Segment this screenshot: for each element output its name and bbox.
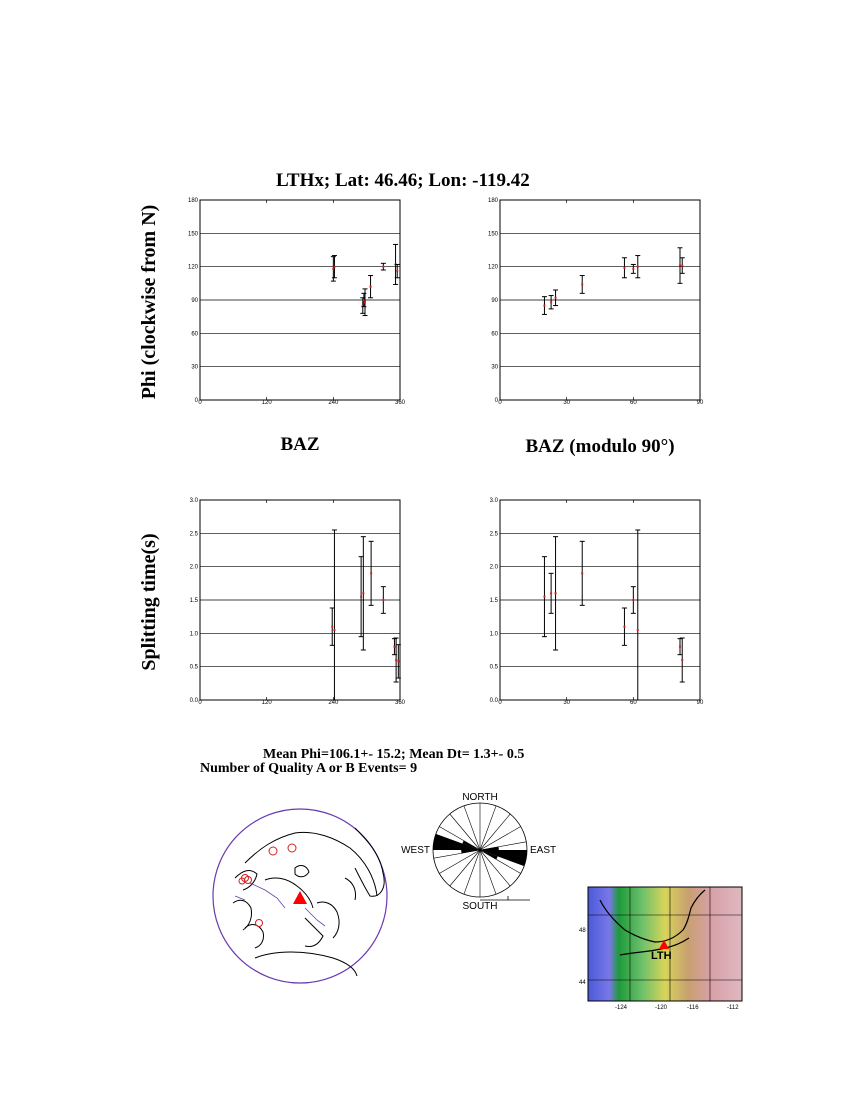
globe-map [205,808,395,988]
y-tick-label: 90 [191,298,198,304]
data-point [553,290,558,306]
y-tick-label: 2.0 [489,564,498,571]
dt-vs-baz-mod90-chart [480,490,720,715]
y-tick-label: 2.5 [489,531,498,538]
data-point [549,296,554,309]
map-xtick: -120 [655,1005,668,1011]
x-tick-label: 60 [629,700,637,707]
y-tick-label: 60 [491,331,498,338]
y-tick-label: 1.0 [489,631,498,638]
data-point [368,276,373,298]
map-ytick: 44 [579,980,586,986]
page-title: LTHx; Lat: 46.46; Lon: -119.42 [276,170,530,191]
fast-direction-rose [395,790,575,915]
y-tick-label: 1.0 [189,631,198,638]
point-marker [370,286,372,288]
rose-label-south: SOUTH [462,901,498,912]
rose-label-west: WEST [401,845,430,856]
y-tick-label: 2.5 [189,531,198,538]
x-tick-label: 120 [261,400,272,407]
x-tick-label: 0 [198,400,202,407]
y-tick-label: 3.0 [189,498,198,504]
data-point [549,573,554,613]
point-marker [681,659,683,661]
event-markers [239,844,296,927]
point-marker [397,660,399,662]
point-marker [679,265,681,267]
point-marker [550,592,552,594]
point-marker [637,629,639,631]
x-tick-label: 360 [394,700,406,707]
point-marker [632,599,634,601]
point-marker [393,646,395,648]
y-tick-label: 0.5 [189,664,198,671]
x-tick-label: 90 [696,700,704,707]
point-marker [555,592,557,594]
point-marker [331,626,333,628]
point-marker [623,267,625,269]
y-tick-label: 150 [187,231,198,238]
phi-axis-label: Phi (clockwise from N) [138,204,160,400]
rose-label-east: EAST [530,845,557,856]
baz-axis-label: BAZ [280,434,320,455]
point-marker [632,268,634,270]
data-point [369,541,374,605]
x-tick-label: 360 [394,400,406,407]
y-tick-label: 2.0 [189,564,198,571]
y-tick-label: 180 [187,198,198,204]
x-tick-label: 120 [261,700,272,707]
y-tick-label: 30 [491,364,498,371]
x-tick-label: 240 [328,700,339,707]
phi-vs-baz-chart [180,190,420,415]
map-xtick: -112 [727,1005,739,1011]
point-marker [550,301,552,303]
point-marker [623,626,625,628]
y-tick-label: 180 [487,198,498,204]
data-point [631,264,636,273]
point-marker [555,297,557,299]
baz-mod90-axis-label: BAZ (modulo 90°) [525,436,675,457]
phi-vs-baz-mod90-chart [480,190,720,415]
point-marker [581,283,583,285]
data-point [622,608,627,645]
data-point [635,530,640,700]
point-marker [637,266,639,268]
globe-coastlines [233,828,384,976]
x-tick-label: 60 [629,400,637,407]
y-tick-label: 0.0 [189,698,198,704]
point-marker [543,305,545,307]
splitting-time-axis-label: Splitting time(s) [138,533,160,671]
x-tick-label: 90 [696,400,704,407]
point-marker [581,572,583,574]
point-marker [543,596,545,598]
y-tick-label: 0.0 [489,698,498,704]
data-point [580,276,585,294]
regional-map [575,880,755,1015]
event-count: Number of Quality A or B Events= 9 [200,761,418,776]
x-tick-label: 0 [498,700,502,707]
data-point [542,297,547,315]
point-marker [679,646,681,648]
map-xtick: -124 [615,1005,628,1011]
y-tick-label: 150 [487,231,498,238]
point-marker [382,266,384,268]
y-tick-label: 30 [191,364,198,371]
y-tick-label: 120 [487,264,498,271]
map-ytick: 48 [579,928,586,934]
y-tick-label: 60 [191,331,198,338]
y-tick-label: 0 [194,398,198,404]
x-tick-label: 0 [198,700,202,707]
point-marker [333,266,335,268]
lth-station-label: LTH [651,950,672,962]
y-tick-label: 0 [494,398,498,404]
event-marker [288,844,296,852]
dt-vs-baz-chart [180,490,420,715]
x-tick-label: 30 [563,400,571,407]
point-marker [396,270,398,272]
point-marker [333,629,335,631]
mean-summary: Mean Phi=106.1+- 15.2; Mean Dt= 1.3+- 0.5 [263,747,525,762]
event-marker [269,847,277,855]
y-tick-label: 1.5 [189,598,198,604]
event-marker [256,920,263,927]
point-marker [681,265,683,267]
point-marker [382,599,384,601]
y-tick-label: 3.0 [489,498,498,504]
point-marker [370,572,372,574]
point-marker [364,301,366,303]
y-tick-label: 120 [187,264,198,271]
x-tick-label: 30 [563,700,571,707]
map-xtick: -116 [687,1005,699,1011]
data-point [580,541,585,605]
rose-label-north: NORTH [462,792,498,803]
point-marker [395,659,397,661]
data-point [622,258,627,278]
point-marker [360,596,362,598]
y-tick-label: 1.5 [489,598,498,604]
y-tick-label: 90 [491,298,498,304]
point-marker [362,592,364,594]
x-tick-label: 0 [498,400,502,407]
data-point [542,557,547,637]
y-tick-label: 0.5 [489,664,498,671]
x-tick-label: 240 [328,400,339,407]
